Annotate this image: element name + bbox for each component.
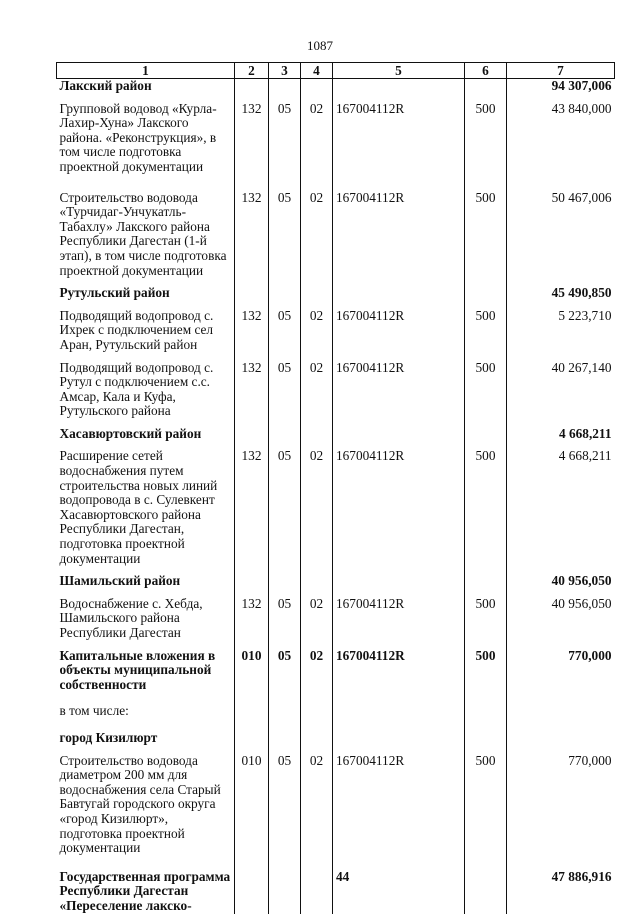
cell-code-4: 02 xyxy=(301,649,333,693)
cell-code-5: 167004112R xyxy=(333,361,465,419)
cell-code-2: 010 xyxy=(235,754,269,856)
empty-cell xyxy=(465,574,507,589)
empty-cell xyxy=(465,79,507,94)
spacer-cell xyxy=(301,419,333,427)
row-spacer xyxy=(57,692,615,704)
spacer-cell xyxy=(269,175,301,191)
empty-cell xyxy=(333,286,465,301)
spacer-cell xyxy=(333,419,465,427)
cell-code-2 xyxy=(235,870,269,914)
cell-code-3: 05 xyxy=(269,449,301,566)
cell-code-6: 500 xyxy=(465,649,507,693)
spacer-cell xyxy=(333,175,465,191)
row-name: Лакский район xyxy=(57,79,235,94)
table-header-row xyxy=(57,63,615,79)
spacer-cell xyxy=(465,566,507,574)
cell-amount: 4 668,211 xyxy=(507,449,615,566)
empty-cell xyxy=(301,286,333,301)
cell-code-4: 02 xyxy=(301,754,333,856)
column-header: 3 xyxy=(269,63,301,79)
spacer-cell xyxy=(507,856,615,870)
section-total: 4 668,211 xyxy=(507,427,615,442)
cell-code-4: 02 xyxy=(301,361,333,419)
section-total: 40 956,050 xyxy=(507,574,615,589)
spacer-cell xyxy=(269,692,301,704)
spacer-cell xyxy=(333,566,465,574)
spacer-cell xyxy=(465,278,507,286)
cell-code-4 xyxy=(301,870,333,914)
section-total xyxy=(507,704,615,719)
row-name: в том числе: xyxy=(57,704,235,719)
cell-code-5: 167004112R xyxy=(333,309,465,353)
empty-cell xyxy=(235,79,269,94)
cell-code-3: 05 xyxy=(269,754,301,856)
cell-code-6: 500 xyxy=(465,449,507,566)
cell-code-5: 167004112R xyxy=(333,649,465,693)
section-total: 45 490,850 xyxy=(507,286,615,301)
cell-code-3: 05 xyxy=(269,361,301,419)
spacer-cell xyxy=(301,566,333,574)
cell-code-2: 132 xyxy=(235,309,269,353)
spacer-cell xyxy=(465,175,507,191)
row-name: Государственная программа Республики Дагестан «Переселение лакско- xyxy=(57,870,235,914)
cell-amount: 43 840,000 xyxy=(507,102,615,175)
column-header: 4 xyxy=(301,63,333,79)
empty-cell xyxy=(269,731,301,746)
spacer-cell xyxy=(269,278,301,286)
empty-cell xyxy=(333,427,465,442)
row-name: Капитальные вложения в объекты муниципальной собственности xyxy=(57,649,235,693)
cell-code-6: 500 xyxy=(465,361,507,419)
row-name: Хасавюртовский район xyxy=(57,427,235,442)
empty-cell xyxy=(465,286,507,301)
empty-cell xyxy=(301,574,333,589)
table-row xyxy=(57,597,615,641)
spacer-cell xyxy=(269,719,301,731)
spacer-cell xyxy=(269,856,301,870)
spacer-cell xyxy=(269,566,301,574)
empty-cell xyxy=(235,731,269,746)
cell-code-5: 167004112R xyxy=(333,754,465,856)
spacer-cell xyxy=(235,566,269,574)
spacer-cell xyxy=(333,856,465,870)
spacer-cell xyxy=(301,278,333,286)
table-row xyxy=(57,449,615,566)
row-spacer xyxy=(57,856,615,870)
table-row xyxy=(57,309,615,353)
note-row xyxy=(57,704,615,719)
spacer-cell xyxy=(465,419,507,427)
column-header: 7 xyxy=(507,63,615,79)
table-row xyxy=(57,649,615,693)
spacer-cell xyxy=(301,719,333,731)
row-name: Водоснабжение с. Хебда, Шамильского района Республики Дагестан xyxy=(57,597,235,641)
cell-code-3: 05 xyxy=(269,191,301,279)
cell-amount: 770,000 xyxy=(507,649,615,693)
table-row xyxy=(57,754,615,856)
empty-cell xyxy=(333,79,465,94)
table-body xyxy=(57,79,615,914)
spacer-cell xyxy=(507,692,615,704)
column-header: 2 xyxy=(235,63,269,79)
empty-cell xyxy=(269,574,301,589)
cell-code-5: 44 xyxy=(333,870,465,914)
cell-code-2: 132 xyxy=(235,191,269,279)
section-row xyxy=(57,286,615,301)
cell-code-4: 02 xyxy=(301,191,333,279)
cell-code-4: 02 xyxy=(301,597,333,641)
cell-code-6: 500 xyxy=(465,754,507,856)
cell-amount: 5 223,710 xyxy=(507,309,615,353)
cell-code-3: 05 xyxy=(269,649,301,693)
cell-code-4: 02 xyxy=(301,102,333,175)
row-spacer xyxy=(57,175,615,191)
spacer-cell xyxy=(269,419,301,427)
empty-cell xyxy=(301,427,333,442)
section-row xyxy=(57,427,615,442)
budget-table xyxy=(56,62,615,914)
section-row xyxy=(57,731,615,746)
cell-code-6: 500 xyxy=(465,309,507,353)
empty-cell xyxy=(465,731,507,746)
cell-amount: 40 956,050 xyxy=(507,597,615,641)
cell-code-6: 500 xyxy=(465,597,507,641)
row-name: Строительство водовода «Турчидаг-Унчукатль-Табахлу» Лакского района Республики Дагестан (1-й этап), в том числе подготовка проектной документации xyxy=(57,191,235,279)
row-name: город Кизилюрт xyxy=(57,731,235,746)
cell-code-6 xyxy=(465,870,507,914)
cell-code-2: 132 xyxy=(235,102,269,175)
spacer-cell xyxy=(301,175,333,191)
empty-cell xyxy=(269,704,301,719)
spacer-cell xyxy=(507,719,615,731)
row-name: Групповой водовод «Курла-Лахир-Хуна» Лакского района. «Реконструкция», в том числе подготовка проектной документации xyxy=(57,102,235,175)
cell-code-3 xyxy=(269,870,301,914)
empty-cell xyxy=(333,574,465,589)
cell-code-5: 167004112R xyxy=(333,102,465,175)
spacer-cell xyxy=(333,692,465,704)
row-name: Подводящий водопровод с. Рутул с подключением с.с. Амсар, Кала и Куфа, Рутульского района xyxy=(57,361,235,419)
cell-code-5: 167004112R xyxy=(333,597,465,641)
empty-cell xyxy=(235,704,269,719)
cell-code-5: 167004112R xyxy=(333,191,465,279)
empty-cell xyxy=(269,286,301,301)
column-header: 1 xyxy=(57,63,235,79)
cell-code-2: 010 xyxy=(235,649,269,693)
spacer-cell xyxy=(301,692,333,704)
section-total xyxy=(507,731,615,746)
section-total: 94 307,006 xyxy=(507,79,615,94)
spacer-cell xyxy=(235,419,269,427)
cell-code-5: 167004112R xyxy=(333,449,465,566)
row-name: Шамильский район xyxy=(57,574,235,589)
spacer-cell xyxy=(507,175,615,191)
spacer-cell xyxy=(57,175,235,191)
empty-cell xyxy=(269,79,301,94)
cell-code-3: 05 xyxy=(269,597,301,641)
cell-code-2: 132 xyxy=(235,361,269,419)
cell-amount: 50 467,006 xyxy=(507,191,615,279)
empty-cell xyxy=(269,427,301,442)
table-row xyxy=(57,361,615,419)
empty-cell xyxy=(301,79,333,94)
cell-code-4: 02 xyxy=(301,309,333,353)
spacer-cell xyxy=(235,856,269,870)
empty-cell xyxy=(333,731,465,746)
cell-amount: 47 886,916 xyxy=(507,870,615,914)
cell-amount: 40 267,140 xyxy=(507,361,615,419)
empty-cell xyxy=(301,704,333,719)
cell-amount: 770,000 xyxy=(507,754,615,856)
table-row xyxy=(57,191,615,279)
column-header: 5 xyxy=(333,63,465,79)
spacer-cell xyxy=(235,692,269,704)
section-row xyxy=(57,574,615,589)
empty-cell xyxy=(235,427,269,442)
section-row xyxy=(57,79,615,94)
cell-code-4: 02 xyxy=(301,449,333,566)
spacer-cell xyxy=(333,719,465,731)
spacer-cell xyxy=(465,719,507,731)
spacer-cell xyxy=(235,719,269,731)
spacer-cell xyxy=(465,692,507,704)
table-row xyxy=(57,870,615,914)
empty-cell xyxy=(333,704,465,719)
spacer-cell xyxy=(333,278,465,286)
empty-cell xyxy=(235,286,269,301)
empty-cell xyxy=(235,574,269,589)
cell-code-2: 132 xyxy=(235,597,269,641)
table-row xyxy=(57,102,615,175)
row-name: Расширение сетей водоснабжения путем строительства новых линий водопровода в с. Сулевкент Хасавюртовского района Республики Дагестан, подготовка проектной документации xyxy=(57,449,235,566)
column-header: 6 xyxy=(465,63,507,79)
empty-cell xyxy=(465,704,507,719)
spacer-cell xyxy=(235,175,269,191)
page-number: 1087 xyxy=(307,38,333,53)
cell-code-6: 500 xyxy=(465,102,507,175)
budget-table-container xyxy=(56,62,614,914)
cell-code-6: 500 xyxy=(465,191,507,279)
cell-code-3: 05 xyxy=(269,309,301,353)
spacer-cell xyxy=(57,856,235,870)
empty-cell xyxy=(465,427,507,442)
row-name: Подводящий водопровод с. Ихрек с подключением сел Аран, Рутульский район xyxy=(57,309,235,353)
cell-code-3: 05 xyxy=(269,102,301,175)
empty-cell xyxy=(301,731,333,746)
spacer-cell xyxy=(235,278,269,286)
row-name: Рутульский район xyxy=(57,286,235,301)
cell-code-2: 132 xyxy=(235,449,269,566)
row-name: Строительство водовода диаметром 200 мм для водоснабжения села Старый Бавтугай городского округа «город Кизилюрт», подготовка проектной документации xyxy=(57,754,235,856)
spacer-cell xyxy=(301,856,333,870)
spacer-cell xyxy=(465,856,507,870)
